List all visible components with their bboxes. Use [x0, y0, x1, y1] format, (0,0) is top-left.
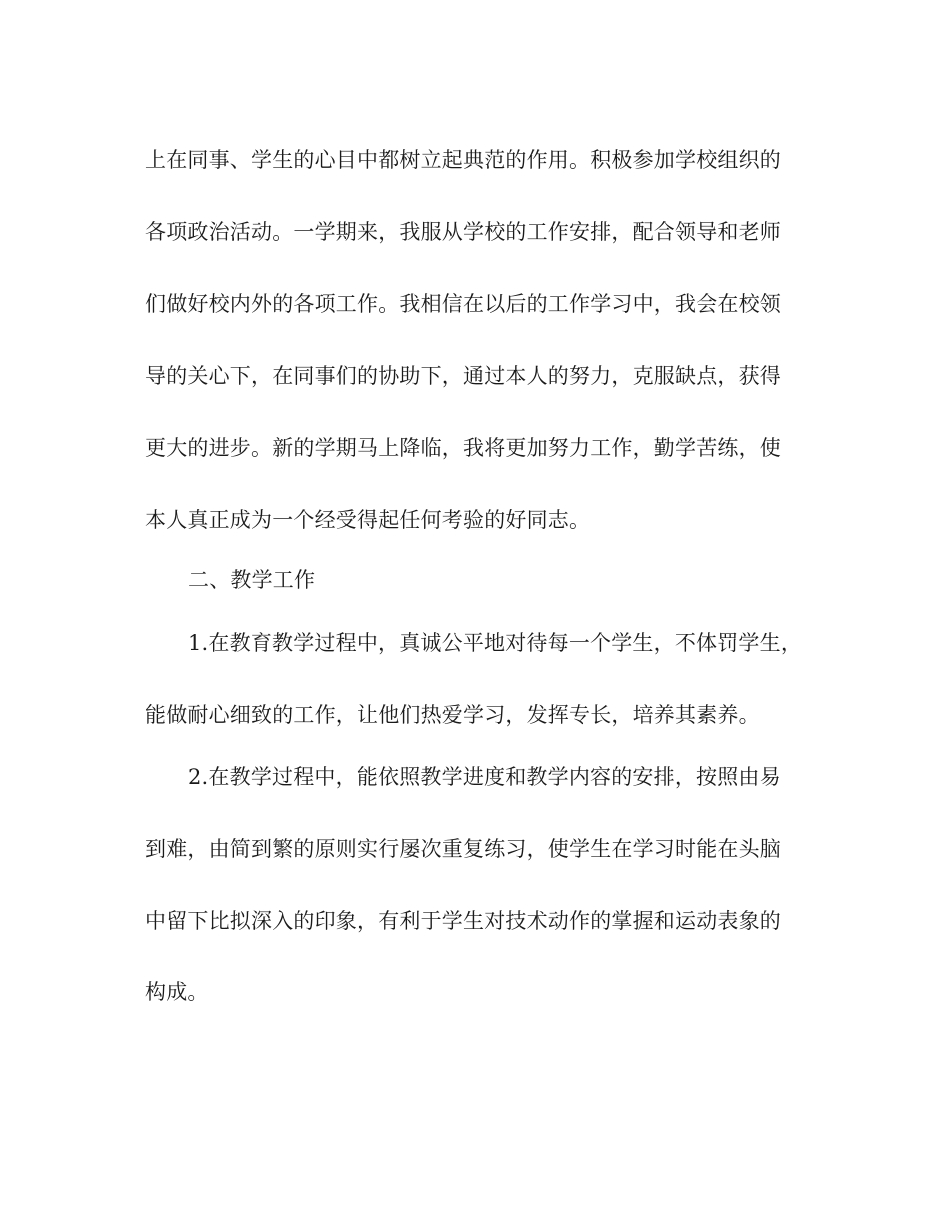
section-heading: 二、教学工作: [188, 568, 316, 592]
paragraph-line: 们做好校内外的各项工作。我相信在以后的工作学习中，我会在校领: [145, 292, 781, 316]
paragraph-line: 更大的进步。新的学期马上降临，我将更加努力工作，勤学苦练，使: [145, 436, 781, 460]
paragraph-line: 导的关心下，在同事们的协助下，通过本人的努力，克服缺点，获得: [145, 364, 781, 388]
paragraph-line: 本人真正成为一个经受得起任何考验的好同志。: [145, 508, 591, 532]
numbered-item-line: 1.在教育教学过程中，真诚公平地对待每一个学生，不体罚学生，: [188, 631, 803, 655]
numbered-item-line: 2.在教学过程中，能依照教学进度和教学内容的安排，按照由易: [188, 765, 781, 789]
paragraph-line: 构成。: [145, 980, 209, 1004]
paragraph-line: 上在同事、学生的心目中都树立起典范的作用。积极参加学校组织的: [145, 148, 781, 172]
paragraph-line: 各项政治活动。一学期来，我服从学校的工作安排，配合领导和老师: [145, 220, 781, 244]
paragraph-line: 中留下比拟深入的印象，有利于学生对技术动作的掌握和运动表象的: [145, 909, 781, 933]
paragraph-line: 能做耐心细致的工作，让他们热爱学习，发挥专长，培养其素养。: [145, 703, 760, 727]
paragraph-line: 到难，由简到繁的原则实行屡次重复练习，使学生在学习时能在头脑: [145, 837, 781, 861]
